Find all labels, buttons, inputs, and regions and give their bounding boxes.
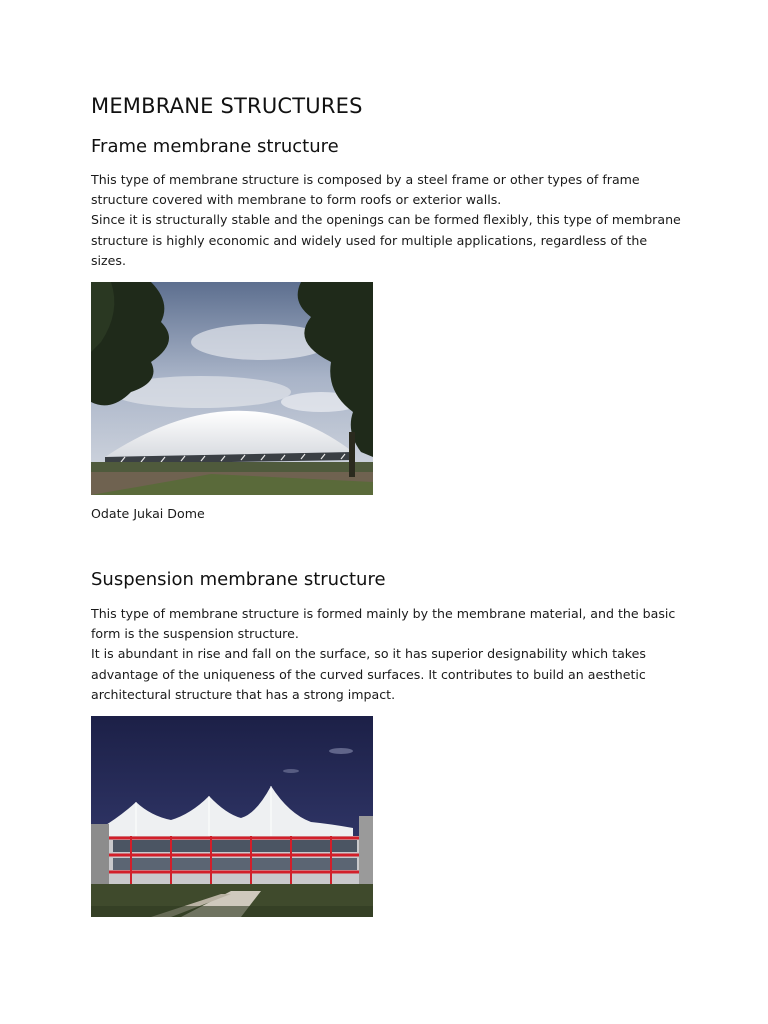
odate-jukai-dome-photo [91,282,373,495]
paragraph: This type of membrane structure is composed by a steel frame or other types of frame structure covered with membrane to form roofs or exterior walls. [91,172,640,208]
paragraph: It is abundant in rise and fall on the surface, so it has superior designability which takes advantage of the uniqueness of the curved surfaces. It contributes to build an aesthetic architectural structure that has a strong impact. [91,646,646,702]
page-title: MEMBRANE STRUCTURES [91,94,363,118]
section-body-suspension [91,604,681,705]
suspension-membrane-building-photo [91,716,373,917]
section-heading-suspension: Suspension membrane structure [91,569,386,590]
paragraph: This type of membrane structure is formed mainly by the membrane material, and the basic form is the suspension structure. [91,606,676,642]
section-heading-frame: Frame membrane structure [91,136,339,157]
paragraph: Since it is structurally stable and the openings can be formed flexibly, this type of membrane structure is highly economic and widely used for multiple applications, regardless of the sizes. [91,212,681,268]
photo-caption: Odate Jukai Dome [91,506,205,521]
section-body-frame [91,170,681,271]
